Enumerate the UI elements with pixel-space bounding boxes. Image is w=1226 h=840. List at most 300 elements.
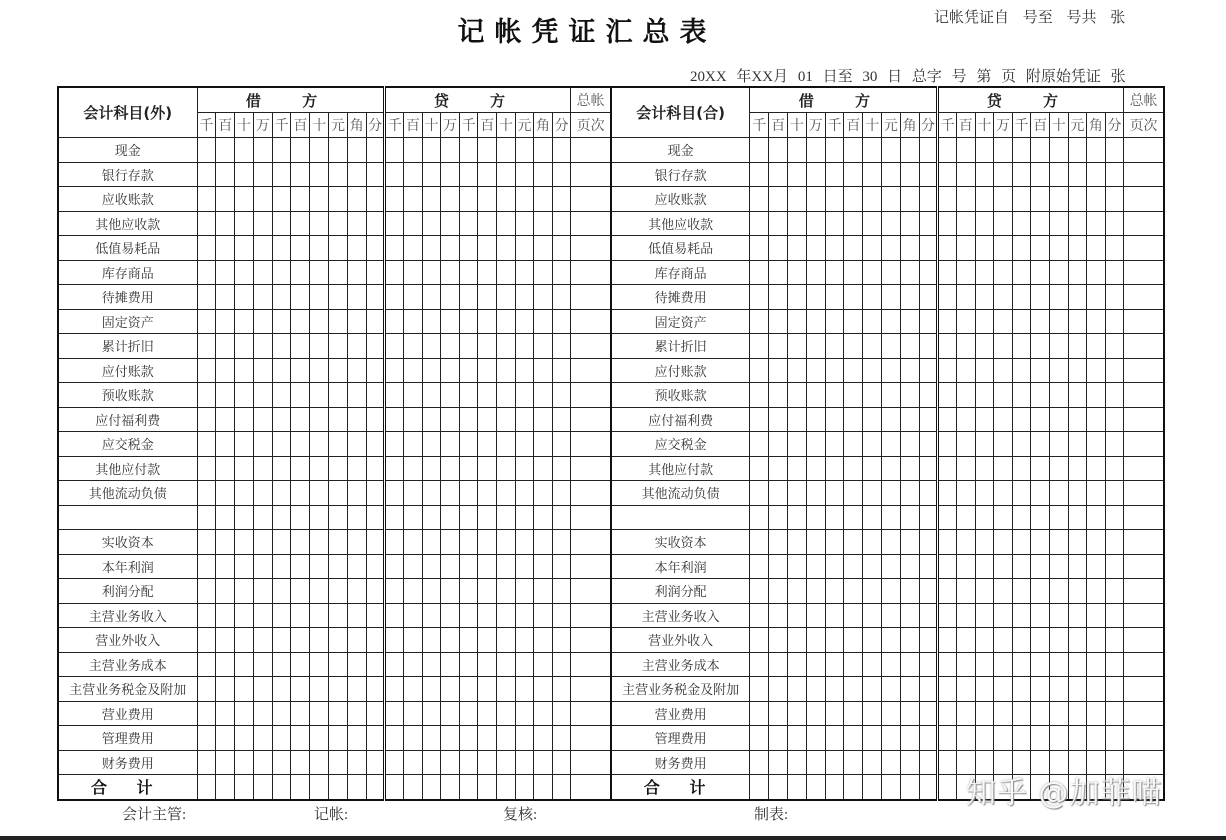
left-debit-amount-cell[interactable] bbox=[310, 750, 329, 775]
left-debit-amount-cell[interactable] bbox=[366, 383, 385, 408]
right-debit-amount-cell[interactable] bbox=[769, 652, 788, 677]
left-credit-amount-cell[interactable] bbox=[534, 236, 553, 261]
right-debit-amount-cell[interactable] bbox=[844, 726, 863, 751]
left-debit-amount-cell[interactable] bbox=[310, 236, 329, 261]
left-credit-amount-cell[interactable] bbox=[478, 162, 497, 187]
left-debit-amount-cell[interactable] bbox=[216, 309, 235, 334]
right-debit-amount-cell[interactable] bbox=[769, 530, 788, 555]
right-debit-amount-cell[interactable] bbox=[863, 652, 882, 677]
left-credit-amount-cell[interactable] bbox=[422, 628, 441, 653]
left-debit-amount-cell[interactable] bbox=[291, 334, 310, 359]
left-debit-amount-cell[interactable] bbox=[310, 628, 329, 653]
right-credit-amount-cell[interactable] bbox=[956, 701, 975, 726]
left-debit-amount-cell[interactable] bbox=[310, 726, 329, 751]
left-debit-amount-cell[interactable] bbox=[197, 775, 216, 800]
left-debit-amount-cell[interactable] bbox=[329, 309, 348, 334]
right-debit-amount-cell[interactable] bbox=[750, 358, 769, 383]
right-debit-amount-cell[interactable] bbox=[900, 603, 919, 628]
left-debit-amount-cell[interactable] bbox=[366, 775, 385, 800]
left-debit-amount-cell[interactable] bbox=[291, 138, 310, 163]
right-credit-amount-cell[interactable] bbox=[938, 236, 957, 261]
left-debit-amount-cell[interactable] bbox=[329, 579, 348, 604]
left-debit-amount-cell[interactable] bbox=[366, 334, 385, 359]
left-credit-amount-cell[interactable] bbox=[478, 579, 497, 604]
right-credit-amount-cell[interactable] bbox=[1031, 285, 1050, 310]
left-credit-amount-cell[interactable] bbox=[404, 677, 423, 702]
left-ledger-page-cell[interactable] bbox=[571, 750, 611, 775]
left-debit-amount-cell[interactable] bbox=[253, 554, 272, 579]
right-debit-amount-cell[interactable] bbox=[863, 407, 882, 432]
right-credit-amount-cell[interactable] bbox=[975, 652, 994, 677]
left-ledger-page-cell[interactable] bbox=[571, 187, 611, 212]
left-debit-amount-cell[interactable] bbox=[216, 505, 235, 530]
left-credit-amount-cell[interactable] bbox=[459, 334, 478, 359]
right-credit-amount-cell[interactable] bbox=[1031, 652, 1050, 677]
left-debit-amount-cell[interactable] bbox=[197, 260, 216, 285]
right-credit-amount-cell[interactable] bbox=[1049, 236, 1068, 261]
left-credit-amount-cell[interactable] bbox=[552, 481, 571, 506]
right-credit-amount-cell[interactable] bbox=[938, 677, 957, 702]
right-credit-amount-cell[interactable] bbox=[1105, 505, 1124, 530]
right-debit-amount-cell[interactable] bbox=[750, 187, 769, 212]
right-credit-amount-cell[interactable] bbox=[938, 701, 957, 726]
left-credit-amount-cell[interactable] bbox=[497, 383, 516, 408]
right-debit-amount-cell[interactable] bbox=[900, 530, 919, 555]
left-debit-amount-cell[interactable] bbox=[310, 677, 329, 702]
right-credit-amount-cell[interactable] bbox=[1012, 579, 1031, 604]
right-credit-amount-cell[interactable] bbox=[1012, 432, 1031, 457]
left-credit-amount-cell[interactable] bbox=[422, 775, 441, 800]
right-debit-amount-cell[interactable] bbox=[806, 652, 825, 677]
right-debit-amount-cell[interactable] bbox=[881, 775, 900, 800]
left-credit-amount-cell[interactable] bbox=[385, 138, 404, 163]
right-credit-amount-cell[interactable] bbox=[994, 579, 1013, 604]
right-credit-amount-cell[interactable] bbox=[1068, 260, 1087, 285]
left-credit-amount-cell[interactable] bbox=[478, 309, 497, 334]
left-credit-amount-cell[interactable] bbox=[478, 383, 497, 408]
right-ledger-page-cell[interactable] bbox=[1124, 677, 1164, 702]
right-credit-amount-cell[interactable] bbox=[1031, 138, 1050, 163]
left-debit-amount-cell[interactable] bbox=[310, 432, 329, 457]
left-debit-amount-cell[interactable] bbox=[253, 285, 272, 310]
right-debit-amount-cell[interactable] bbox=[806, 456, 825, 481]
left-credit-amount-cell[interactable] bbox=[534, 775, 553, 800]
right-debit-amount-cell[interactable] bbox=[788, 309, 807, 334]
right-debit-amount-cell[interactable] bbox=[881, 236, 900, 261]
left-credit-amount-cell[interactable] bbox=[404, 260, 423, 285]
right-credit-amount-cell[interactable] bbox=[994, 285, 1013, 310]
left-credit-amount-cell[interactable] bbox=[478, 750, 497, 775]
right-debit-amount-cell[interactable] bbox=[919, 285, 938, 310]
right-credit-amount-cell[interactable] bbox=[1087, 579, 1106, 604]
left-debit-amount-cell[interactable] bbox=[216, 383, 235, 408]
right-credit-amount-cell[interactable] bbox=[1068, 652, 1087, 677]
right-credit-amount-cell[interactable] bbox=[975, 187, 994, 212]
left-debit-amount-cell[interactable] bbox=[235, 309, 254, 334]
left-debit-amount-cell[interactable] bbox=[216, 775, 235, 800]
right-debit-amount-cell[interactable] bbox=[788, 775, 807, 800]
right-credit-amount-cell[interactable] bbox=[956, 579, 975, 604]
right-credit-amount-cell[interactable] bbox=[938, 383, 957, 408]
left-debit-amount-cell[interactable] bbox=[235, 456, 254, 481]
left-credit-amount-cell[interactable] bbox=[534, 432, 553, 457]
right-debit-amount-cell[interactable] bbox=[919, 652, 938, 677]
left-credit-amount-cell[interactable] bbox=[441, 260, 460, 285]
right-debit-amount-cell[interactable] bbox=[844, 530, 863, 555]
left-debit-amount-cell[interactable] bbox=[347, 432, 366, 457]
left-credit-amount-cell[interactable] bbox=[534, 505, 553, 530]
right-debit-amount-cell[interactable] bbox=[919, 775, 938, 800]
left-debit-amount-cell[interactable] bbox=[366, 554, 385, 579]
left-debit-amount-cell[interactable] bbox=[347, 530, 366, 555]
right-credit-amount-cell[interactable] bbox=[1049, 383, 1068, 408]
left-debit-amount-cell[interactable] bbox=[235, 652, 254, 677]
right-debit-amount-cell[interactable] bbox=[844, 481, 863, 506]
left-credit-amount-cell[interactable] bbox=[534, 260, 553, 285]
right-credit-amount-cell[interactable] bbox=[975, 260, 994, 285]
right-credit-amount-cell[interactable] bbox=[1068, 285, 1087, 310]
left-debit-amount-cell[interactable] bbox=[197, 138, 216, 163]
right-credit-amount-cell[interactable] bbox=[1105, 677, 1124, 702]
left-credit-amount-cell[interactable] bbox=[478, 334, 497, 359]
right-debit-amount-cell[interactable] bbox=[844, 579, 863, 604]
right-credit-amount-cell[interactable] bbox=[938, 358, 957, 383]
right-credit-amount-cell[interactable] bbox=[975, 456, 994, 481]
right-credit-amount-cell[interactable] bbox=[994, 505, 1013, 530]
right-credit-amount-cell[interactable] bbox=[1049, 652, 1068, 677]
right-credit-amount-cell[interactable] bbox=[1087, 432, 1106, 457]
left-debit-amount-cell[interactable] bbox=[197, 334, 216, 359]
left-credit-amount-cell[interactable] bbox=[497, 187, 516, 212]
right-credit-amount-cell[interactable] bbox=[1105, 407, 1124, 432]
right-credit-amount-cell[interactable] bbox=[1087, 162, 1106, 187]
right-debit-amount-cell[interactable] bbox=[900, 309, 919, 334]
left-credit-amount-cell[interactable] bbox=[404, 285, 423, 310]
left-debit-amount-cell[interactable] bbox=[272, 285, 291, 310]
right-credit-amount-cell[interactable] bbox=[994, 628, 1013, 653]
left-debit-amount-cell[interactable] bbox=[272, 309, 291, 334]
left-credit-amount-cell[interactable] bbox=[552, 211, 571, 236]
left-credit-amount-cell[interactable] bbox=[459, 554, 478, 579]
right-debit-amount-cell[interactable] bbox=[919, 726, 938, 751]
right-debit-amount-cell[interactable] bbox=[881, 530, 900, 555]
left-debit-amount-cell[interactable] bbox=[235, 554, 254, 579]
left-debit-amount-cell[interactable] bbox=[291, 407, 310, 432]
left-credit-amount-cell[interactable] bbox=[515, 236, 534, 261]
left-credit-amount-cell[interactable] bbox=[552, 309, 571, 334]
left-credit-amount-cell[interactable] bbox=[404, 211, 423, 236]
right-credit-amount-cell[interactable] bbox=[1031, 432, 1050, 457]
left-debit-amount-cell[interactable] bbox=[235, 358, 254, 383]
right-debit-amount-cell[interactable] bbox=[844, 750, 863, 775]
right-credit-amount-cell[interactable] bbox=[956, 260, 975, 285]
left-debit-amount-cell[interactable] bbox=[310, 554, 329, 579]
right-debit-amount-cell[interactable] bbox=[881, 162, 900, 187]
right-credit-amount-cell[interactable] bbox=[1049, 358, 1068, 383]
left-debit-amount-cell[interactable] bbox=[329, 652, 348, 677]
right-debit-amount-cell[interactable] bbox=[806, 432, 825, 457]
left-credit-amount-cell[interactable] bbox=[404, 579, 423, 604]
left-debit-amount-cell[interactable] bbox=[235, 407, 254, 432]
left-debit-amount-cell[interactable] bbox=[366, 628, 385, 653]
left-debit-amount-cell[interactable] bbox=[366, 187, 385, 212]
left-credit-amount-cell[interactable] bbox=[459, 358, 478, 383]
left-credit-amount-cell[interactable] bbox=[422, 432, 441, 457]
right-credit-amount-cell[interactable] bbox=[1105, 162, 1124, 187]
right-debit-amount-cell[interactable] bbox=[750, 701, 769, 726]
left-credit-amount-cell[interactable] bbox=[515, 579, 534, 604]
right-credit-amount-cell[interactable] bbox=[1105, 701, 1124, 726]
left-debit-amount-cell[interactable] bbox=[197, 481, 216, 506]
right-debit-amount-cell[interactable] bbox=[863, 677, 882, 702]
right-credit-amount-cell[interactable] bbox=[1105, 383, 1124, 408]
right-credit-amount-cell[interactable] bbox=[1068, 726, 1087, 751]
right-debit-amount-cell[interactable] bbox=[825, 162, 844, 187]
left-credit-amount-cell[interactable] bbox=[459, 628, 478, 653]
right-debit-amount-cell[interactable] bbox=[919, 309, 938, 334]
left-debit-amount-cell[interactable] bbox=[235, 677, 254, 702]
right-debit-amount-cell[interactable] bbox=[900, 750, 919, 775]
right-ledger-page-cell[interactable] bbox=[1124, 628, 1164, 653]
left-credit-amount-cell[interactable] bbox=[385, 309, 404, 334]
left-debit-amount-cell[interactable] bbox=[310, 603, 329, 628]
right-debit-amount-cell[interactable] bbox=[769, 260, 788, 285]
right-credit-amount-cell[interactable] bbox=[975, 236, 994, 261]
right-credit-amount-cell[interactable] bbox=[1031, 334, 1050, 359]
left-credit-amount-cell[interactable] bbox=[385, 628, 404, 653]
left-credit-amount-cell[interactable] bbox=[515, 260, 534, 285]
left-debit-amount-cell[interactable] bbox=[216, 750, 235, 775]
right-ledger-page-cell[interactable] bbox=[1124, 162, 1164, 187]
right-debit-amount-cell[interactable] bbox=[863, 358, 882, 383]
right-credit-amount-cell[interactable] bbox=[975, 358, 994, 383]
left-debit-amount-cell[interactable] bbox=[235, 701, 254, 726]
left-debit-amount-cell[interactable] bbox=[291, 187, 310, 212]
left-debit-amount-cell[interactable] bbox=[291, 383, 310, 408]
left-debit-amount-cell[interactable] bbox=[253, 677, 272, 702]
right-debit-amount-cell[interactable] bbox=[881, 677, 900, 702]
right-debit-amount-cell[interactable] bbox=[806, 750, 825, 775]
right-credit-amount-cell[interactable] bbox=[994, 187, 1013, 212]
right-debit-amount-cell[interactable] bbox=[788, 358, 807, 383]
left-debit-amount-cell[interactable] bbox=[347, 383, 366, 408]
right-credit-amount-cell[interactable] bbox=[1068, 211, 1087, 236]
right-credit-amount-cell[interactable] bbox=[975, 162, 994, 187]
left-credit-amount-cell[interactable] bbox=[385, 603, 404, 628]
left-debit-amount-cell[interactable] bbox=[253, 628, 272, 653]
right-credit-amount-cell[interactable] bbox=[1087, 138, 1106, 163]
left-debit-amount-cell[interactable] bbox=[253, 236, 272, 261]
right-debit-amount-cell[interactable] bbox=[825, 775, 844, 800]
left-debit-amount-cell[interactable] bbox=[272, 677, 291, 702]
left-credit-amount-cell[interactable] bbox=[422, 236, 441, 261]
left-debit-amount-cell[interactable] bbox=[366, 750, 385, 775]
right-credit-amount-cell[interactable] bbox=[975, 285, 994, 310]
right-credit-amount-cell[interactable] bbox=[1105, 530, 1124, 555]
left-debit-amount-cell[interactable] bbox=[366, 505, 385, 530]
right-debit-amount-cell[interactable] bbox=[806, 505, 825, 530]
right-credit-amount-cell[interactable] bbox=[1105, 309, 1124, 334]
left-credit-amount-cell[interactable] bbox=[478, 285, 497, 310]
right-debit-amount-cell[interactable] bbox=[881, 407, 900, 432]
right-debit-amount-cell[interactable] bbox=[788, 260, 807, 285]
right-debit-amount-cell[interactable] bbox=[825, 505, 844, 530]
left-debit-amount-cell[interactable] bbox=[366, 432, 385, 457]
right-credit-amount-cell[interactable] bbox=[1105, 432, 1124, 457]
right-debit-amount-cell[interactable] bbox=[881, 285, 900, 310]
right-debit-amount-cell[interactable] bbox=[863, 579, 882, 604]
right-debit-amount-cell[interactable] bbox=[919, 628, 938, 653]
right-debit-amount-cell[interactable] bbox=[806, 407, 825, 432]
right-credit-amount-cell[interactable] bbox=[994, 726, 1013, 751]
right-credit-amount-cell[interactable] bbox=[1012, 677, 1031, 702]
left-debit-amount-cell[interactable] bbox=[272, 187, 291, 212]
left-ledger-page-cell[interactable] bbox=[571, 383, 611, 408]
left-debit-amount-cell[interactable] bbox=[347, 652, 366, 677]
right-debit-amount-cell[interactable] bbox=[844, 211, 863, 236]
left-debit-amount-cell[interactable] bbox=[347, 285, 366, 310]
right-debit-amount-cell[interactable] bbox=[806, 481, 825, 506]
left-debit-amount-cell[interactable] bbox=[347, 456, 366, 481]
right-debit-amount-cell[interactable] bbox=[788, 726, 807, 751]
right-debit-amount-cell[interactable] bbox=[844, 407, 863, 432]
right-credit-amount-cell[interactable] bbox=[956, 530, 975, 555]
right-debit-amount-cell[interactable] bbox=[750, 750, 769, 775]
right-credit-amount-cell[interactable] bbox=[975, 407, 994, 432]
right-credit-amount-cell[interactable] bbox=[1012, 285, 1031, 310]
right-credit-amount-cell[interactable] bbox=[1105, 236, 1124, 261]
right-credit-amount-cell[interactable] bbox=[938, 505, 957, 530]
left-credit-amount-cell[interactable] bbox=[404, 554, 423, 579]
left-debit-amount-cell[interactable] bbox=[272, 750, 291, 775]
left-credit-amount-cell[interactable] bbox=[459, 162, 478, 187]
left-debit-amount-cell[interactable] bbox=[291, 456, 310, 481]
left-credit-amount-cell[interactable] bbox=[385, 750, 404, 775]
right-credit-amount-cell[interactable] bbox=[1049, 603, 1068, 628]
right-debit-amount-cell[interactable] bbox=[750, 603, 769, 628]
right-debit-amount-cell[interactable] bbox=[806, 579, 825, 604]
left-credit-amount-cell[interactable] bbox=[385, 407, 404, 432]
right-debit-amount-cell[interactable] bbox=[769, 726, 788, 751]
right-credit-amount-cell[interactable] bbox=[1105, 481, 1124, 506]
left-credit-amount-cell[interactable] bbox=[385, 456, 404, 481]
right-credit-amount-cell[interactable] bbox=[1012, 481, 1031, 506]
right-debit-amount-cell[interactable] bbox=[900, 358, 919, 383]
left-credit-amount-cell[interactable] bbox=[478, 505, 497, 530]
right-credit-amount-cell[interactable] bbox=[994, 481, 1013, 506]
right-credit-amount-cell[interactable] bbox=[975, 505, 994, 530]
left-credit-amount-cell[interactable] bbox=[497, 579, 516, 604]
right-debit-amount-cell[interactable] bbox=[919, 407, 938, 432]
left-ledger-page-cell[interactable] bbox=[571, 236, 611, 261]
left-credit-amount-cell[interactable] bbox=[422, 260, 441, 285]
left-credit-amount-cell[interactable] bbox=[459, 481, 478, 506]
right-debit-amount-cell[interactable] bbox=[769, 334, 788, 359]
left-credit-amount-cell[interactable] bbox=[441, 677, 460, 702]
left-credit-amount-cell[interactable] bbox=[422, 407, 441, 432]
right-credit-amount-cell[interactable] bbox=[1087, 554, 1106, 579]
right-debit-amount-cell[interactable] bbox=[844, 309, 863, 334]
left-debit-amount-cell[interactable] bbox=[253, 260, 272, 285]
right-credit-amount-cell[interactable] bbox=[956, 677, 975, 702]
right-credit-amount-cell[interactable] bbox=[994, 652, 1013, 677]
right-debit-amount-cell[interactable] bbox=[900, 628, 919, 653]
right-debit-amount-cell[interactable] bbox=[863, 162, 882, 187]
right-credit-amount-cell[interactable] bbox=[1068, 505, 1087, 530]
right-debit-amount-cell[interactable] bbox=[919, 211, 938, 236]
right-credit-amount-cell[interactable] bbox=[956, 432, 975, 457]
right-credit-amount-cell[interactable] bbox=[1049, 260, 1068, 285]
left-debit-amount-cell[interactable] bbox=[197, 432, 216, 457]
left-credit-amount-cell[interactable] bbox=[515, 775, 534, 800]
right-debit-amount-cell[interactable] bbox=[750, 260, 769, 285]
left-credit-amount-cell[interactable] bbox=[552, 456, 571, 481]
left-ledger-page-cell[interactable] bbox=[571, 211, 611, 236]
right-ledger-page-cell[interactable] bbox=[1124, 456, 1164, 481]
left-debit-amount-cell[interactable] bbox=[253, 383, 272, 408]
left-debit-amount-cell[interactable] bbox=[347, 701, 366, 726]
right-credit-amount-cell[interactable] bbox=[956, 162, 975, 187]
left-debit-amount-cell[interactable] bbox=[366, 138, 385, 163]
left-debit-amount-cell[interactable] bbox=[253, 432, 272, 457]
right-debit-amount-cell[interactable] bbox=[825, 628, 844, 653]
left-credit-amount-cell[interactable] bbox=[441, 530, 460, 555]
left-debit-amount-cell[interactable] bbox=[347, 726, 366, 751]
left-debit-amount-cell[interactable] bbox=[235, 285, 254, 310]
right-debit-amount-cell[interactable] bbox=[769, 456, 788, 481]
left-credit-amount-cell[interactable] bbox=[515, 334, 534, 359]
right-debit-amount-cell[interactable] bbox=[863, 383, 882, 408]
left-credit-amount-cell[interactable] bbox=[552, 554, 571, 579]
left-credit-amount-cell[interactable] bbox=[497, 701, 516, 726]
left-credit-amount-cell[interactable] bbox=[404, 138, 423, 163]
right-credit-amount-cell[interactable] bbox=[1031, 211, 1050, 236]
right-debit-amount-cell[interactable] bbox=[881, 138, 900, 163]
right-credit-amount-cell[interactable] bbox=[1049, 432, 1068, 457]
left-debit-amount-cell[interactable] bbox=[310, 579, 329, 604]
right-debit-amount-cell[interactable] bbox=[788, 187, 807, 212]
left-debit-amount-cell[interactable] bbox=[329, 530, 348, 555]
left-debit-amount-cell[interactable] bbox=[235, 138, 254, 163]
right-debit-amount-cell[interactable] bbox=[750, 383, 769, 408]
left-debit-amount-cell[interactable] bbox=[329, 260, 348, 285]
right-debit-amount-cell[interactable] bbox=[769, 358, 788, 383]
left-ledger-page-cell[interactable] bbox=[571, 481, 611, 506]
right-debit-amount-cell[interactable] bbox=[788, 677, 807, 702]
right-debit-amount-cell[interactable] bbox=[769, 554, 788, 579]
left-debit-amount-cell[interactable] bbox=[366, 701, 385, 726]
left-credit-amount-cell[interactable] bbox=[534, 309, 553, 334]
left-debit-amount-cell[interactable] bbox=[347, 603, 366, 628]
right-credit-amount-cell[interactable] bbox=[1068, 677, 1087, 702]
left-debit-amount-cell[interactable] bbox=[310, 505, 329, 530]
right-credit-amount-cell[interactable] bbox=[938, 579, 957, 604]
left-credit-amount-cell[interactable] bbox=[459, 505, 478, 530]
left-debit-amount-cell[interactable] bbox=[216, 677, 235, 702]
left-credit-amount-cell[interactable] bbox=[385, 432, 404, 457]
left-credit-amount-cell[interactable] bbox=[441, 187, 460, 212]
right-credit-amount-cell[interactable] bbox=[956, 309, 975, 334]
right-credit-amount-cell[interactable] bbox=[975, 554, 994, 579]
left-credit-amount-cell[interactable] bbox=[422, 285, 441, 310]
right-debit-amount-cell[interactable] bbox=[769, 138, 788, 163]
left-credit-amount-cell[interactable] bbox=[441, 579, 460, 604]
left-debit-amount-cell[interactable] bbox=[272, 407, 291, 432]
left-debit-amount-cell[interactable] bbox=[216, 628, 235, 653]
right-debit-amount-cell[interactable] bbox=[844, 187, 863, 212]
right-debit-amount-cell[interactable] bbox=[788, 211, 807, 236]
left-credit-amount-cell[interactable] bbox=[478, 456, 497, 481]
